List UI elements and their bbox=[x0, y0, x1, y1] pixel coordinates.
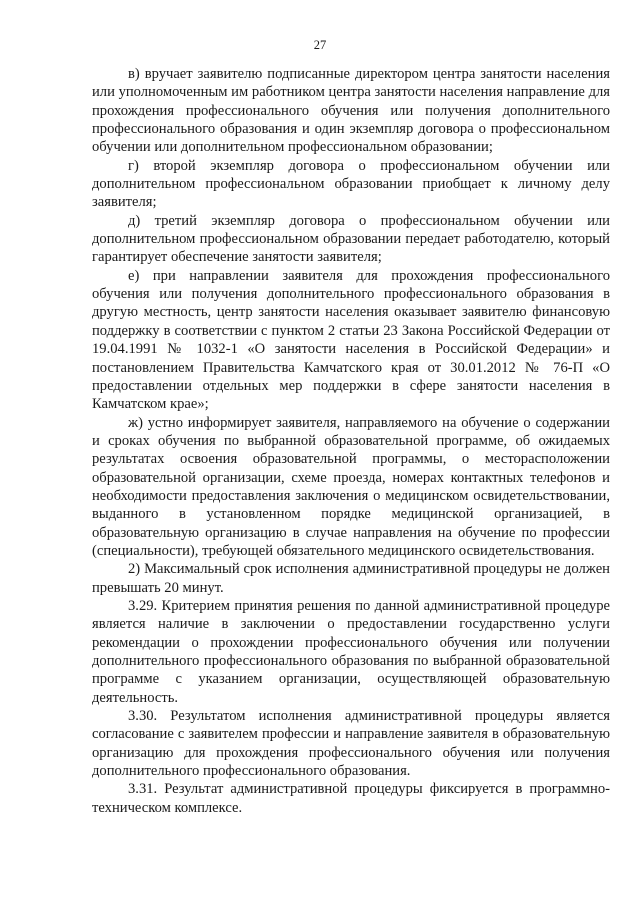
paragraph-3-29: 3.29. Критерием принятия решения по данной административной процедуре является наличие в заключении о предоставлении государственно услуги рекомендации о прохождении профессионального обучения или получении дополнительного профессионального образования по выбранной образовательной программе с указанием организации, осуществляющей образовательную деятельность. bbox=[92, 597, 610, 706]
paragraph-zh: ж) устно информирует заявителя, направляемого на обучение о содержании и сроках обучения по выбранной образовательной программе, об ожидаемых результатах освоения образовательной программы, о месторасположении образовательной организации, схеме проезда, номерах контактных телефонов и необходимости предоставления заключения о медицинском освидетельствовании, выданного в установленном порядке медицинской организацией, в образовательную организацию в случае направления на обучение по профессии (специальности), требующей обязательного медицинского освидетельствования. bbox=[92, 414, 610, 559]
paragraph-e: е) при направлении заявителя для прохождения профессионального обучения или получения дополнительного профессионального образования в другую местность, центр занятости населения оказывает заявителю финансовую поддержку в соответствии с пунктом 2 статьи 23 Закона Российской Федерации от 19.04.1991 № 1032-1 «О занятости населения в Российской Федерации» и постановлением Правительства Камчатского края от 30.01.2012 № 76-П «О предоставлении отдельных мер поддержки в сфере занятости населения в Камчатском крае»; bbox=[92, 267, 610, 413]
paragraph-3-31: 3.31. Результат административной процедуры фиксируется в программно-техническом комплексе. bbox=[92, 781, 610, 816]
document-body bbox=[92, 65, 610, 817]
paragraph-g: г) второй экземпляр договора о профессиональном обучении или дополнительном профессиональном образовании приобщает к личному делу заявителя; bbox=[92, 157, 610, 211]
paragraph-2: 2) Максимальный срок исполнения административной процедуры не должен превышать 20 минут. bbox=[92, 561, 610, 596]
paragraph-v: в) вручает заявителю подписанные директором центра занятости населения или уполномоченным им работником центра занятости населения направление для прохождения профессионального обучения или получения дополнительного профессионального образования и один экземпляр договора о профессиональном обучении или дополнительном профессиональном образовании; bbox=[92, 66, 610, 156]
paragraph-3-30: 3.30. Результатом исполнения административной процедуры является согласование с заявителем профессии и направление заявителя в образовательную организацию для прохождения профессионального обучения или получения дополнительного профессионального образования. bbox=[92, 708, 610, 780]
page-number: 27 bbox=[313, 38, 327, 52]
paragraph-d: д) третий экземпляр договора о профессиональном обучении или дополнительном профессиональном образовании передает работодателю, который гарантирует обеспечение занятости заявителя; bbox=[92, 212, 610, 266]
